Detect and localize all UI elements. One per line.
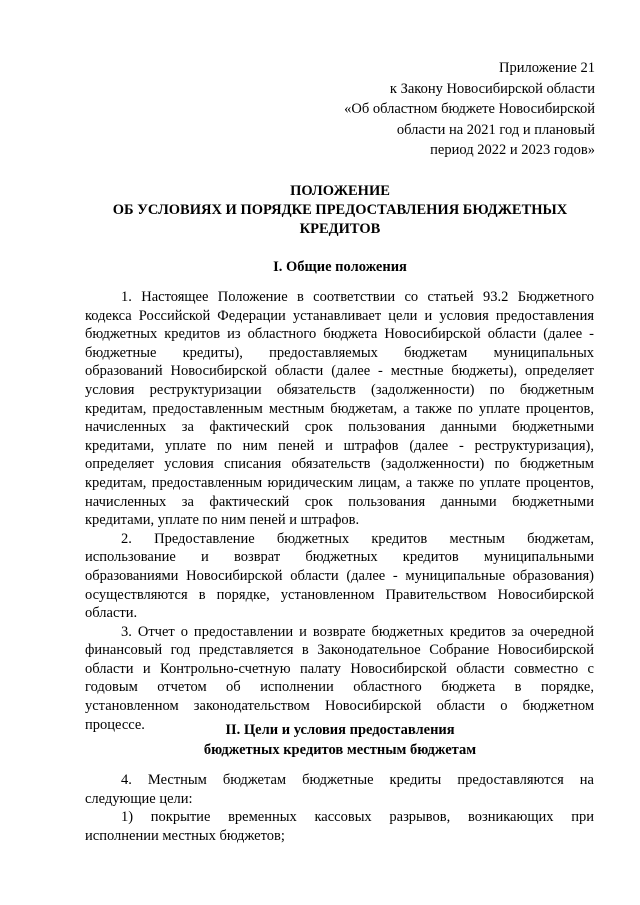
section-heading-line: бюджетных кредитов местным бюджетам [203,741,477,758]
title-line: КРЕДИТОВ [299,221,381,237]
section-1-body [85,288,594,734]
title-line: ОБ УСЛОВИЯХ И ПОРЯДКЕ ПРЕДОСТАВЛЕНИЯ БЮДЖЕТНЫХ [112,202,568,218]
paragraph-line: 3. Отчет о предоставлении и возврате бюджетных кредитов за очередной [121,623,594,640]
paragraph-line: области и Контрольно-счетную палату Новосибирской области совместно с [85,660,594,677]
paragraph-line: кодекса Российской Федерации устанавливает цели и условия предоставления [85,307,594,324]
appendix-line: Приложение 21 [499,60,595,76]
paragraph-line: бюджетные кредиты), предоставляемых бюджетам муниципальных [85,344,594,361]
section-1-heading [60,258,620,278]
paragraph-line: осуществляются в порядке, установленном Правительством Новосибирской [85,586,594,603]
paragraph-line: следующие цели: [85,790,193,807]
appendix-line: к Закону Новосибирской области [389,80,595,97]
appendix-line: период 2022 и 2023 годов» [430,142,595,158]
title-line: ПОЛОЖЕНИЕ [290,183,390,199]
paragraph-line: области. [85,605,138,622]
paragraph-line: использование и возврат бюджетных кредитов муниципальными [85,549,594,566]
paragraph-line: 1) покрытие временных кассовых разрывов, возникающих при [121,809,594,826]
section-2-heading [60,721,620,760]
paragraph-line: 4. Местным бюджетам бюджетные кредиты предоставляются на [121,772,594,788]
paragraph-line: установленном законодательством Новосибирской области о бюджетном [85,698,594,715]
paragraph-line: финансовый год представляется в Законодательное Собрание Новосибирской [85,642,594,659]
paragraph-line: начисленных за фактический срок пользования данными бюджетными [85,419,594,436]
paragraph-line: определяет условия списания обязательств (задолженности) по бюджетным [85,456,594,473]
paragraph-line: начисленных за фактический срок пользования данными бюджетными [85,493,594,510]
appendix-header [275,58,595,161]
paragraph-line: годовым отчетом об исполнении областного бюджета в порядке, [85,679,594,696]
paragraph-line: процессе. [85,716,145,733]
section-heading-line: II. Цели и условия предоставления [225,722,455,738]
paragraph-line: 2. Предоставление бюджетных кредитов местным бюджетам, [121,530,594,547]
section-2-body [85,771,594,845]
paragraph-line: образованиями Новосибирской области (далее - муниципальные образования) [85,567,594,584]
paragraph-line: кредитами, уплате по ним пеней и штрафов (далее - реструктуризация), [85,437,594,454]
paragraph-line: бюджетных кредитов из областного бюджета Новосибирской области (далее - [85,326,594,343]
paragraph-line: кредитам, предоставленным юридическим лицам, а также по уплате процентов, [85,474,594,491]
paragraph-line: исполнении местных бюджетов; [85,827,285,844]
section-heading-line: I. Общие положения [273,259,407,275]
paragraph-line: 1. Настоящее Положение в соответствии со статьей 93.2 Бюджетного [121,289,594,305]
appendix-line: области на 2021 год и плановый [396,121,595,138]
paragraph-line: кредитам, предоставленным местным бюджетам, а также по уплате процентов, [85,400,594,417]
paragraph-line: образований Новосибирской области (далее - местные бюджеты), определяет [85,363,594,380]
appendix-line: «Об областном бюджете Новосибирской [344,101,595,117]
paragraph-line: условия реструктуризации обязательств (задолженности) по бюджетным [85,381,594,398]
paragraph-line: кредитами, уплате по ним пеней и штрафов. [85,512,360,529]
document-title [60,182,620,239]
